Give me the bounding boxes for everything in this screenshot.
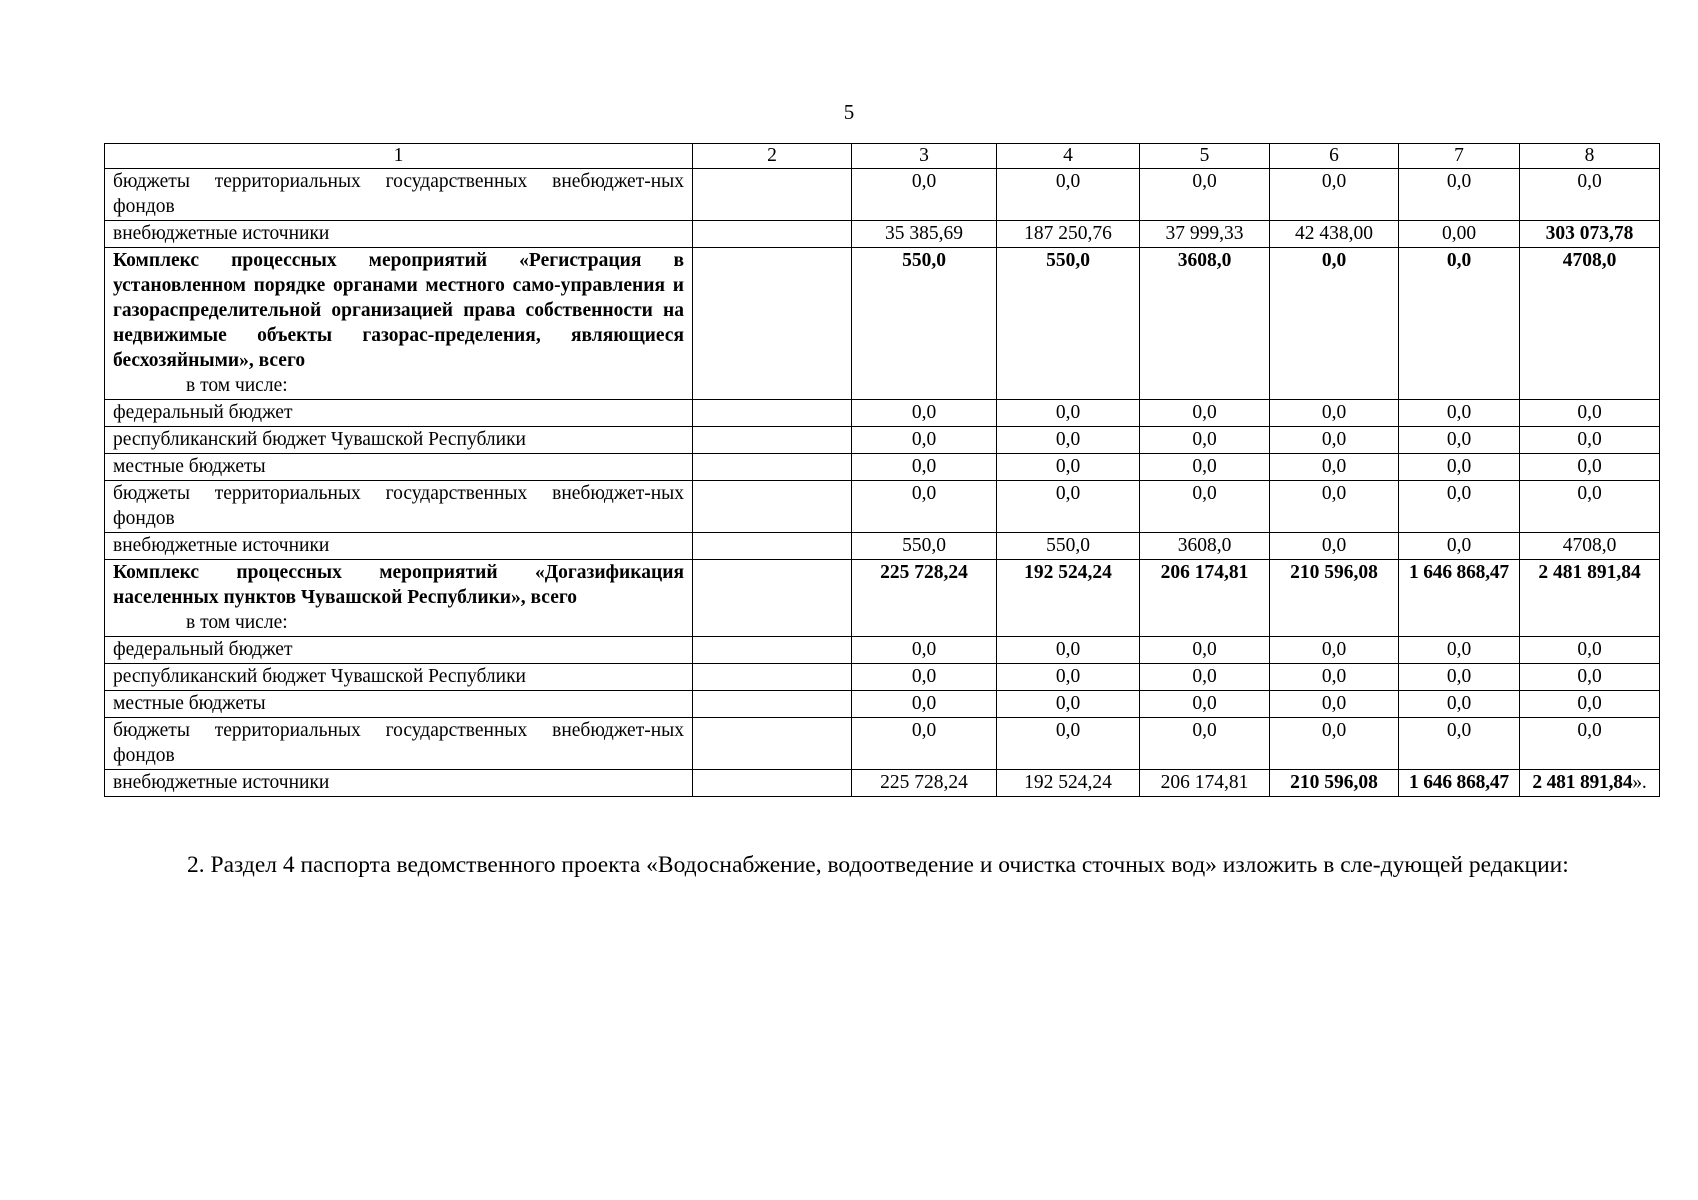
value-cell: 0,0 bbox=[852, 427, 997, 454]
value-cell: 0,0 bbox=[1270, 691, 1399, 718]
value-cell: 206 174,81 bbox=[1140, 770, 1270, 797]
value-cell: 0,00 bbox=[1399, 221, 1520, 248]
row-label: местные бюджеты bbox=[105, 691, 693, 718]
table-row bbox=[105, 718, 1660, 770]
table-row bbox=[105, 664, 1660, 691]
table-row bbox=[105, 770, 1660, 797]
value-cell: 0,0 bbox=[1520, 481, 1660, 533]
value-cell: 0,0 bbox=[1270, 169, 1399, 221]
table-row bbox=[105, 221, 1660, 248]
value-cell: 0,0 bbox=[1520, 718, 1660, 770]
table-row-group bbox=[105, 248, 1660, 400]
row-label: бюджеты территориальных государственных внебюджет-ных фондов bbox=[105, 169, 693, 221]
value-cell: 0,0 bbox=[997, 691, 1140, 718]
value-cell: 0,0 bbox=[1399, 427, 1520, 454]
value-cell: 210 596,08 bbox=[1270, 560, 1399, 637]
value-cell: 0,0 bbox=[1140, 664, 1270, 691]
value-cell: 0,0 bbox=[1270, 533, 1399, 560]
value-cell: 0,0 bbox=[997, 718, 1140, 770]
value-cell: 550,0 bbox=[997, 248, 1140, 400]
row-col2 bbox=[693, 718, 852, 770]
amendment-paragraph: 2. Раздел 4 паспорта ведомственного проекта «Водоснабжение, водоотведение и очистка сточных вод» изложить в сле-дующей редакции: bbox=[187, 852, 1569, 878]
table-row bbox=[105, 454, 1660, 481]
value-cell: 0,0 bbox=[1520, 454, 1660, 481]
header-cell: 4 bbox=[997, 144, 1140, 169]
including-note: в том числе: bbox=[186, 612, 288, 633]
value-cell: 0,0 bbox=[1520, 400, 1660, 427]
including-note: в том числе: bbox=[186, 375, 288, 396]
value-cell: 0,0 bbox=[852, 718, 997, 770]
budget-table bbox=[104, 143, 1660, 797]
value-cell: 192 524,24 bbox=[997, 770, 1140, 797]
value-cell: 206 174,81 bbox=[1140, 560, 1270, 637]
row-col2 bbox=[693, 664, 852, 691]
header-cell: 6 bbox=[1270, 144, 1399, 169]
table-row bbox=[105, 691, 1660, 718]
row-col2 bbox=[693, 248, 852, 400]
value-cell: 0,0 bbox=[1140, 427, 1270, 454]
value-cell: 0,0 bbox=[1270, 454, 1399, 481]
group-label bbox=[105, 560, 693, 637]
value-cell: 0,0 bbox=[1399, 400, 1520, 427]
row-label: федеральный бюджет bbox=[105, 637, 693, 664]
row-col2 bbox=[693, 221, 852, 248]
value-cell-with-tail bbox=[1520, 770, 1660, 797]
value-cell: 0,0 bbox=[1520, 664, 1660, 691]
value-cell: 0,0 bbox=[1399, 454, 1520, 481]
value-cell: 0,0 bbox=[1399, 169, 1520, 221]
row-col2 bbox=[693, 427, 852, 454]
value-cell: 0,0 bbox=[997, 481, 1140, 533]
value-cell: 0,0 bbox=[1520, 169, 1660, 221]
value-cell: 0,0 bbox=[1270, 637, 1399, 664]
value-cell: 0,0 bbox=[1140, 454, 1270, 481]
value-cell: 0,0 bbox=[1140, 718, 1270, 770]
value-cell: 35 385,69 bbox=[852, 221, 997, 248]
row-label: внебюджетные источники bbox=[105, 533, 693, 560]
value-cell: 0,0 bbox=[852, 169, 997, 221]
value-cell: 0,0 bbox=[1399, 533, 1520, 560]
value-cell: 210 596,08 bbox=[1270, 770, 1399, 797]
value-cell: 0,0 bbox=[1270, 718, 1399, 770]
total-cell: 303 073,78 bbox=[1520, 221, 1660, 248]
value-cell: 0,0 bbox=[1520, 691, 1660, 718]
value-cell: 3608,0 bbox=[1140, 248, 1270, 400]
value-cell: 0,0 bbox=[852, 664, 997, 691]
value-cell: 0,0 bbox=[1140, 169, 1270, 221]
row-col2 bbox=[693, 637, 852, 664]
row-label: федеральный бюджет bbox=[105, 400, 693, 427]
value-cell: 37 999,33 bbox=[1140, 221, 1270, 248]
value-cell: 0,0 bbox=[997, 427, 1140, 454]
row-col2 bbox=[693, 169, 852, 221]
value-cell: 187 250,76 bbox=[997, 221, 1140, 248]
value-cell: 0,0 bbox=[1140, 691, 1270, 718]
table-row bbox=[105, 169, 1660, 221]
value-cell: 0,0 bbox=[1399, 718, 1520, 770]
value-cell: 1 646 868,47 bbox=[1399, 560, 1520, 637]
value-cell: 0,0 bbox=[997, 637, 1140, 664]
row-label: республиканский бюджет Чувашской Республики bbox=[105, 664, 693, 691]
value-cell: 0,0 bbox=[1270, 400, 1399, 427]
value-cell: 0,0 bbox=[1270, 664, 1399, 691]
group-title: Комплекс процессных мероприятий «Догазификация населенных пунктов Чувашской Республики», всего bbox=[113, 562, 684, 608]
table-row bbox=[105, 637, 1660, 664]
table-row bbox=[105, 400, 1660, 427]
value-cell: 550,0 bbox=[997, 533, 1140, 560]
header-cell: 3 bbox=[852, 144, 997, 169]
value-cell: 3608,0 bbox=[1140, 533, 1270, 560]
table-row bbox=[105, 427, 1660, 454]
value-cell: 0,0 bbox=[1399, 637, 1520, 664]
header-cell: 8 bbox=[1520, 144, 1660, 169]
value-cell: 42 438,00 bbox=[1270, 221, 1399, 248]
header-cell: 5 bbox=[1140, 144, 1270, 169]
table-row-group bbox=[105, 560, 1660, 637]
header-cell: 7 bbox=[1399, 144, 1520, 169]
row-col2 bbox=[693, 691, 852, 718]
value-cell: 550,0 bbox=[852, 248, 997, 400]
value-cell: 0,0 bbox=[1140, 400, 1270, 427]
value-cell: 0,0 bbox=[1140, 637, 1270, 664]
value-cell: 0,0 bbox=[1399, 248, 1520, 400]
value-cell: 0,0 bbox=[1520, 427, 1660, 454]
row-label: внебюджетные источники bbox=[105, 770, 693, 797]
value-cell: 192 524,24 bbox=[997, 560, 1140, 637]
row-label: внебюджетные источники bbox=[105, 221, 693, 248]
row-col2 bbox=[693, 560, 852, 637]
value-cell: 0,0 bbox=[1140, 481, 1270, 533]
value-cell: 0,0 bbox=[1399, 691, 1520, 718]
value-cell: 0,0 bbox=[1520, 637, 1660, 664]
table-row bbox=[105, 533, 1660, 560]
header-cell: 2 bbox=[693, 144, 852, 169]
value-cell: 225 728,24 bbox=[852, 770, 997, 797]
value-cell: 0,0 bbox=[1270, 248, 1399, 400]
row-label: бюджеты территориальных государственных внебюджет-ных фондов bbox=[105, 481, 693, 533]
value-cell: 0,0 bbox=[997, 169, 1140, 221]
value-cell: 0,0 bbox=[997, 454, 1140, 481]
value-cell: 0,0 bbox=[997, 400, 1140, 427]
value-cell: 4708,0 bbox=[1520, 533, 1660, 560]
row-col2 bbox=[693, 454, 852, 481]
row-col2 bbox=[693, 770, 852, 797]
row-label: местные бюджеты bbox=[105, 454, 693, 481]
closing-quote: ». bbox=[1632, 772, 1647, 793]
value-cell: 0,0 bbox=[1270, 481, 1399, 533]
value-cell: 0,0 bbox=[852, 481, 997, 533]
row-col2 bbox=[693, 481, 852, 533]
value-cell: 0,0 bbox=[1399, 664, 1520, 691]
table-header-row bbox=[105, 144, 1660, 169]
table-row bbox=[105, 481, 1660, 533]
value-cell: 4708,0 bbox=[1520, 248, 1660, 400]
value-cell: 0,0 bbox=[852, 454, 997, 481]
row-label: бюджеты территориальных государственных внебюджет-ных фондов bbox=[105, 718, 693, 770]
value-cell: 0,0 bbox=[1270, 427, 1399, 454]
page-number: 5 bbox=[843, 100, 855, 124]
value-cell: 0,0 bbox=[852, 637, 997, 664]
value-cell: 550,0 bbox=[852, 533, 997, 560]
value-cell: 1 646 868,47 bbox=[1399, 770, 1520, 797]
value-cell: 225 728,24 bbox=[852, 560, 997, 637]
row-col2 bbox=[693, 400, 852, 427]
group-label bbox=[105, 248, 693, 400]
total-value: 2 481 891,84 bbox=[1532, 772, 1633, 793]
row-label: республиканский бюджет Чувашской Республики bbox=[105, 427, 693, 454]
row-col2 bbox=[693, 533, 852, 560]
group-title: Комплекс процессных мероприятий «Регистрация в установленном порядке органами местного само-управления и газораспределительной организацией права собственности на недвижимые объекты газорас-пределения, являющиеся бесхозяйными», всего bbox=[113, 250, 684, 371]
value-cell: 2 481 891,84 bbox=[1520, 560, 1660, 637]
header-cell: 1 bbox=[105, 144, 693, 169]
value-cell: 0,0 bbox=[997, 664, 1140, 691]
value-cell: 0,0 bbox=[1399, 481, 1520, 533]
value-cell: 0,0 bbox=[852, 400, 997, 427]
value-cell: 0,0 bbox=[852, 691, 997, 718]
